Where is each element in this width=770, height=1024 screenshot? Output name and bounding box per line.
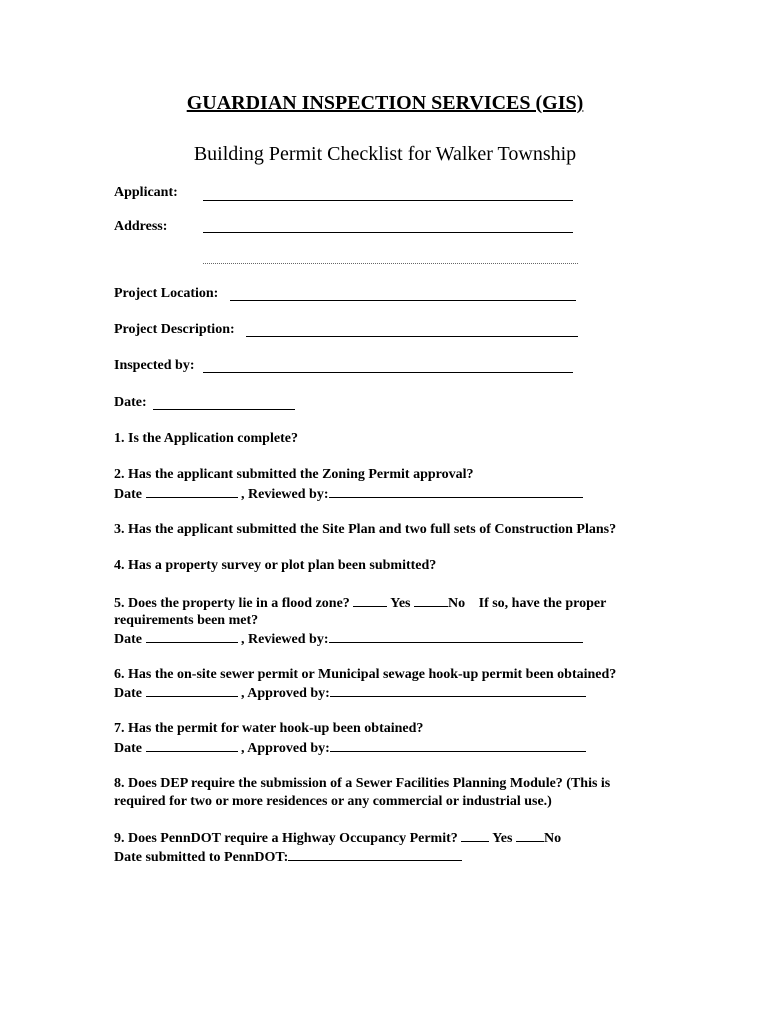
applicant-line[interactable]	[203, 200, 573, 201]
question-4: 4. Has a property survey or plot plan been submitted?	[114, 558, 437, 573]
q9-no-line[interactable]	[516, 829, 544, 842]
project-description-label: Project Description:	[114, 322, 235, 337]
question-6: 6. Has the on-site sewer permit or Municipal sewage hook-up permit been obtained?	[114, 667, 617, 682]
q5-no-line[interactable]	[414, 594, 448, 607]
q5-date-line[interactable]	[146, 630, 238, 643]
q7-date-label: Date	[114, 741, 142, 756]
q6-date-line[interactable]	[146, 684, 238, 697]
q9-no-label: No	[543, 831, 562, 846]
address-label: Address:	[114, 219, 168, 234]
q5-date-reviewed-row	[114, 630, 583, 649]
project-location-line[interactable]	[230, 300, 576, 301]
applicant-label: Applicant:	[114, 185, 178, 200]
question-9: 9. Does PennDOT require a Highway Occupancy Permit?	[114, 831, 458, 846]
q5-reviewed-label: , Reviewed by:	[241, 632, 329, 647]
q8-continuation: required for two or more residences or any commercial or industrial use.)	[114, 794, 552, 809]
q2-date-label: Date	[114, 487, 142, 502]
q6-date-label: Date	[114, 686, 142, 701]
date-line[interactable]	[153, 409, 295, 410]
q5-if-so-text: If so, have the proper	[478, 596, 607, 611]
address-line-2[interactable]	[203, 263, 578, 264]
q6-date-approved-row	[114, 684, 586, 703]
date-label: Date:	[114, 395, 147, 410]
project-location-label: Project Location:	[114, 286, 219, 301]
q5-yes-label: Yes	[390, 596, 411, 611]
q2-reviewed-label: , Reviewed by:	[241, 487, 329, 502]
question-8: 8. Does DEP require the submission of a Sewer Facilities Planning Module? (This is	[114, 776, 611, 791]
q2-date-reviewed-row	[114, 485, 583, 504]
q9-yes-line[interactable]	[461, 829, 489, 842]
q5-continuation: requirements been met?	[114, 613, 259, 628]
q6-approved-line[interactable]	[330, 684, 586, 697]
address-line-1[interactable]	[203, 232, 573, 233]
q5-yes-line[interactable]	[353, 594, 387, 607]
question-7: 7. Has the permit for water hook-up been obtained?	[114, 721, 424, 736]
q5-date-label: Date	[114, 632, 142, 647]
q9-yes-label: Yes	[492, 831, 513, 846]
q5-reviewed-line[interactable]	[329, 630, 583, 643]
q6-approved-label: , Approved by:	[241, 686, 330, 701]
question-5-row	[114, 594, 606, 613]
question-2: 2. Has the applicant submitted the Zoning Permit approval?	[114, 467, 474, 482]
q7-approved-label: , Approved by:	[241, 741, 330, 756]
question-5: 5. Does the property lie in a flood zone?	[114, 596, 350, 611]
q7-date-approved-row	[114, 739, 586, 758]
q7-approved-line[interactable]	[330, 739, 586, 752]
question-1: 1. Is the Application complete?	[114, 431, 298, 446]
q5-no-label: No	[448, 596, 466, 611]
q9-submitted-row	[114, 848, 462, 867]
question-9-row	[114, 829, 561, 848]
q2-date-line[interactable]	[146, 485, 238, 498]
q9-submitted-label: Date submitted to PennDOT:	[114, 850, 289, 865]
document-subtitle: Building Permit Checklist for Walker Township	[193, 143, 577, 165]
inspected-by-label: Inspected by:	[114, 358, 195, 373]
inspected-by-line[interactable]	[203, 372, 573, 373]
question-3: 3. Has the applicant submitted the Site Plan and two full sets of Construction Plans?	[114, 522, 617, 537]
q2-reviewed-line[interactable]	[329, 485, 583, 498]
q9-submitted-line[interactable]	[288, 848, 462, 861]
q7-date-line[interactable]	[146, 739, 238, 752]
document-title: GUARDIAN INSPECTION SERVICES (GIS)	[186, 92, 584, 114]
project-description-line[interactable]	[246, 336, 578, 337]
